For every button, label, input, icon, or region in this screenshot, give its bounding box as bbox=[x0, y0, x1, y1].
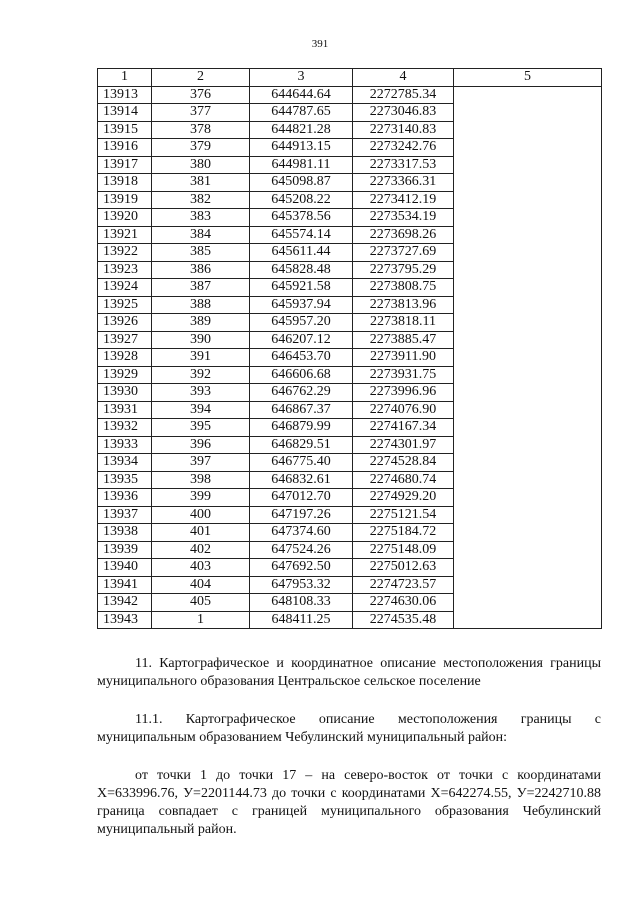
table-cell: 395 bbox=[152, 419, 250, 437]
table-cell: 381 bbox=[152, 174, 250, 192]
table-cell: 13917 bbox=[98, 156, 152, 174]
table-cell: 13939 bbox=[98, 541, 152, 559]
table-cell: 13925 bbox=[98, 296, 152, 314]
table-cell: 644787.65 bbox=[250, 104, 353, 122]
table-cell: 13924 bbox=[98, 279, 152, 297]
table-cell: 2275121.54 bbox=[353, 506, 454, 524]
table-cell: 2274301.97 bbox=[353, 436, 454, 454]
table-cell: 387 bbox=[152, 279, 250, 297]
table-cell: 396 bbox=[152, 436, 250, 454]
table-cell: 13918 bbox=[98, 174, 152, 192]
section-11-heading: 11. Картографическое и координатное описание местоположения границы муниципального образования Центральское сельское поселение bbox=[97, 656, 601, 689]
table-cell: 379 bbox=[152, 139, 250, 157]
table-cell: 645957.20 bbox=[250, 314, 353, 332]
table-cell: 2273885.47 bbox=[353, 331, 454, 349]
table-cell: 647012.70 bbox=[250, 489, 353, 507]
table-cell: 378 bbox=[152, 121, 250, 139]
table-cell: 388 bbox=[152, 296, 250, 314]
table-cell: 382 bbox=[152, 191, 250, 209]
table-cell: 393 bbox=[152, 384, 250, 402]
table-cell: 644644.64 bbox=[250, 86, 353, 104]
table-cell: 1 bbox=[152, 611, 250, 629]
table-cell: 2274929.20 bbox=[353, 489, 454, 507]
table-cell: 13931 bbox=[98, 401, 152, 419]
table-cell: 384 bbox=[152, 226, 250, 244]
table-cell: 2273996.96 bbox=[353, 384, 454, 402]
table-cell: 13921 bbox=[98, 226, 152, 244]
table-cell: 2273931.75 bbox=[353, 366, 454, 384]
boundary-description: от точки 1 до точки 17 – на северо-восток от точки с координатами Х=633996.76, У=2201144.73 до точки с координатами Х=642274.55, У=2242710.88 граница совпадает с границей муниципального образования Чебулинский муниципальный район. bbox=[97, 768, 601, 837]
table-cell: 404 bbox=[152, 576, 250, 594]
table-cell: 13930 bbox=[98, 384, 152, 402]
table-cell: 645378.56 bbox=[250, 209, 353, 227]
table-cell: 2273727.69 bbox=[353, 244, 454, 262]
table-cell: 377 bbox=[152, 104, 250, 122]
table-cell: 397 bbox=[152, 454, 250, 472]
table-cell: 13937 bbox=[98, 506, 152, 524]
table-cell: 648108.33 bbox=[250, 594, 353, 612]
table-cell: 13928 bbox=[98, 349, 152, 367]
table-cell: 645208.22 bbox=[250, 191, 353, 209]
table-cell: 405 bbox=[152, 594, 250, 612]
table-cell: 2274167.34 bbox=[353, 419, 454, 437]
table-cell: 13926 bbox=[98, 314, 152, 332]
table-cell: 2274680.74 bbox=[353, 471, 454, 489]
column-header: 2 bbox=[152, 69, 250, 87]
table-cell: 398 bbox=[152, 471, 250, 489]
table-cell: 13941 bbox=[98, 576, 152, 594]
table-cell: 392 bbox=[152, 366, 250, 384]
table-cell: 400 bbox=[152, 506, 250, 524]
section-11-1-heading: 11.1. Картографическое описание местоположения границы с муниципальным образованием Чебулинский муниципальный район: bbox=[97, 712, 601, 745]
table-cell: 13915 bbox=[98, 121, 152, 139]
table-cell: 646879.99 bbox=[250, 419, 353, 437]
table-cell: 2273366.31 bbox=[353, 174, 454, 192]
table-cell: 13919 bbox=[98, 191, 152, 209]
table-cell: 646762.29 bbox=[250, 384, 353, 402]
table-cell: 13940 bbox=[98, 559, 152, 577]
table-cell: 647524.26 bbox=[250, 541, 353, 559]
table-cell: 2273140.83 bbox=[353, 121, 454, 139]
table-cell: 13943 bbox=[98, 611, 152, 629]
table-cell: 647692.50 bbox=[250, 559, 353, 577]
table-cell: 646207.12 bbox=[250, 331, 353, 349]
table-cell: 645098.87 bbox=[250, 174, 353, 192]
table-cell: 2273242.76 bbox=[353, 139, 454, 157]
coordinates-table bbox=[97, 68, 602, 629]
table-cell: 646453.70 bbox=[250, 349, 353, 367]
table-cell: 13923 bbox=[98, 261, 152, 279]
table-cell: 647197.26 bbox=[250, 506, 353, 524]
table-cell: 646775.40 bbox=[250, 454, 353, 472]
table-cell: 644981.11 bbox=[250, 156, 353, 174]
table-cell: 2273046.83 bbox=[353, 104, 454, 122]
table-cell: 2274535.48 bbox=[353, 611, 454, 629]
table-cell: 2273808.75 bbox=[353, 279, 454, 297]
table-cell: 645828.48 bbox=[250, 261, 353, 279]
table-cell: 644821.28 bbox=[250, 121, 353, 139]
table-cell: 13938 bbox=[98, 524, 152, 542]
table-cell: 2275148.09 bbox=[353, 541, 454, 559]
table-cell: 646829.51 bbox=[250, 436, 353, 454]
table-cell: 645611.44 bbox=[250, 244, 353, 262]
table-cell: 2274076.90 bbox=[353, 401, 454, 419]
table-cell: 13920 bbox=[98, 209, 152, 227]
table-cell: 13934 bbox=[98, 454, 152, 472]
table-cell: 383 bbox=[152, 209, 250, 227]
table-cell: 403 bbox=[152, 559, 250, 577]
table-cell: 647374.60 bbox=[250, 524, 353, 542]
table-cell: 394 bbox=[152, 401, 250, 419]
table-cell: 380 bbox=[152, 156, 250, 174]
table-cell: 645937.94 bbox=[250, 296, 353, 314]
table-cell: 2275012.63 bbox=[353, 559, 454, 577]
table-cell: 2274630.06 bbox=[353, 594, 454, 612]
table-cell: 2275184.72 bbox=[353, 524, 454, 542]
table-cell: 13927 bbox=[98, 331, 152, 349]
table-cell: 2274528.84 bbox=[353, 454, 454, 472]
table-cell: 390 bbox=[152, 331, 250, 349]
table-cell: 402 bbox=[152, 541, 250, 559]
table-cell: 2272785.34 bbox=[353, 86, 454, 104]
table-cell: 645574.14 bbox=[250, 226, 353, 244]
column-header: 3 bbox=[250, 69, 353, 87]
table-cell: 376 bbox=[152, 86, 250, 104]
table-cell: 13913 bbox=[98, 86, 152, 104]
table-cell: 13933 bbox=[98, 436, 152, 454]
table-cell: 646606.68 bbox=[250, 366, 353, 384]
table-cell: 13922 bbox=[98, 244, 152, 262]
table-cell: 2273795.29 bbox=[353, 261, 454, 279]
table-cell: 2273911.90 bbox=[353, 349, 454, 367]
table-cell: 2273698.26 bbox=[353, 226, 454, 244]
table-cell: 2273534.19 bbox=[353, 209, 454, 227]
table-cell: 389 bbox=[152, 314, 250, 332]
table-cell: 648411.25 bbox=[250, 611, 353, 629]
page-number: 391 bbox=[311, 38, 329, 50]
table-body bbox=[98, 86, 602, 629]
table-cell: 13914 bbox=[98, 104, 152, 122]
table-cell: 13942 bbox=[98, 594, 152, 612]
table-cell: 2273317.53 bbox=[353, 156, 454, 174]
table-cell: 645921.58 bbox=[250, 279, 353, 297]
table-cell: 644913.15 bbox=[250, 139, 353, 157]
column-header: 1 bbox=[98, 69, 152, 87]
table-cell: 386 bbox=[152, 261, 250, 279]
table-cell: 646832.61 bbox=[250, 471, 353, 489]
table-cell: 13935 bbox=[98, 471, 152, 489]
table-cell: 13932 bbox=[98, 419, 152, 437]
table-cell: 385 bbox=[152, 244, 250, 262]
table-cell: 391 bbox=[152, 349, 250, 367]
table-cell: 401 bbox=[152, 524, 250, 542]
table-cell: 13929 bbox=[98, 366, 152, 384]
column-header: 4 bbox=[353, 69, 454, 87]
column-5-empty-cell bbox=[454, 86, 602, 629]
table-header-row bbox=[98, 69, 602, 87]
table-cell: 2274723.57 bbox=[353, 576, 454, 594]
table-cell: 13936 bbox=[98, 489, 152, 507]
table-row bbox=[98, 86, 602, 104]
column-header: 5 bbox=[454, 69, 602, 87]
table-cell: 647953.32 bbox=[250, 576, 353, 594]
table-cell: 13916 bbox=[98, 139, 152, 157]
table-cell: 2273818.11 bbox=[353, 314, 454, 332]
table-cell: 399 bbox=[152, 489, 250, 507]
table-cell: 2273412.19 bbox=[353, 191, 454, 209]
table-cell: 646867.37 bbox=[250, 401, 353, 419]
table-cell: 2273813.96 bbox=[353, 296, 454, 314]
